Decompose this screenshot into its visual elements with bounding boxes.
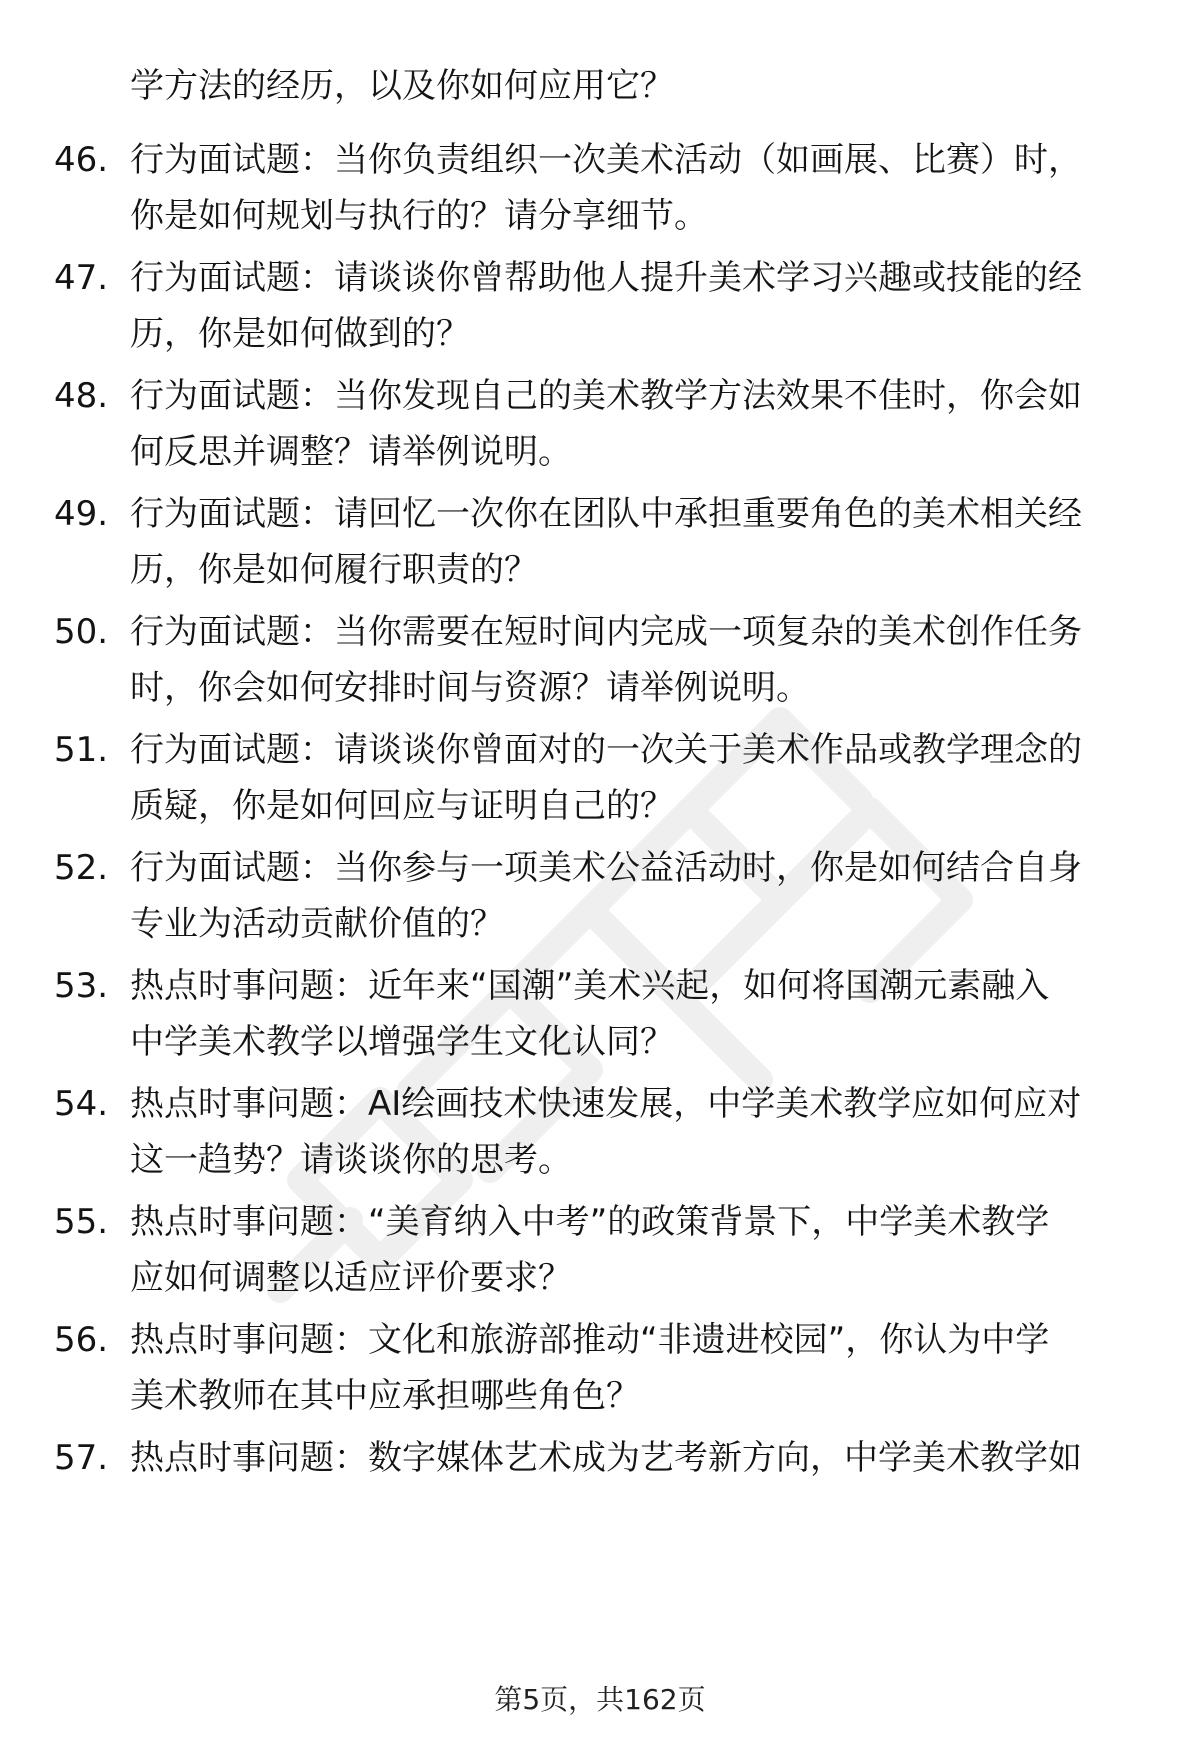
question-text-line: 何反思并调整？请举例说明。 <box>130 432 572 472</box>
question-text-line: 行为面试题：当你需要在短时间内完成一项复杂的美术创作任务 <box>130 612 1082 652</box>
question-text-line: 热点时事问题：AI绘画技术快速发展，中学美术教学应如何应对 <box>130 1084 1082 1124</box>
question-item <box>0 250 1200 362</box>
question-number: 55. <box>54 1202 109 1242</box>
question-text-line: 行为面试题：请谈谈你曾帮助他人提升美术学习兴趣或技能的经 <box>130 258 1082 298</box>
question-item <box>0 958 1200 1070</box>
question-text-line: 中学美术教学以增强学生文化认同？ <box>130 1022 674 1062</box>
question-text-line: 行为面试题：当你发现自己的美术教学方法效果不佳时，你会如 <box>130 376 1082 416</box>
question-item <box>0 486 1200 598</box>
continued-question-text: 学方法的经历，以及你如何应用它？ <box>130 66 674 106</box>
question-text-line: 质疑，你是如何回应与证明自己的？ <box>130 786 674 826</box>
question-text-line: 这一趋势？请谈谈你的思考。 <box>130 1140 572 1180</box>
question-number: 49. <box>54 494 109 534</box>
question-number: 51. <box>54 730 109 770</box>
question-text-line: 行为面试题：请回忆一次你在团队中承担重要角色的美术相关经 <box>130 494 1082 534</box>
question-number: 56. <box>54 1320 109 1360</box>
question-item <box>0 722 1200 834</box>
question-item <box>0 368 1200 480</box>
question-text-line: 行为面试题：当你负责组织一次美术活动（如画展、比赛）时， <box>130 140 1082 180</box>
question-text-line: 专业为活动贡献价值的？ <box>130 904 504 944</box>
question-text-line: 热点时事问题：数字媒体艺术成为艺考新方向，中学美术教学如 <box>130 1438 1082 1478</box>
question-item <box>0 1312 1200 1424</box>
question-item <box>0 1076 1200 1188</box>
question-number: 47. <box>54 258 109 298</box>
question-text-line: 历，你是如何履行职责的？ <box>130 550 538 590</box>
page-number-footer: 第5页，共162页 <box>494 1683 706 1716</box>
question-number: 48. <box>54 376 109 416</box>
question-number: 52. <box>54 848 109 888</box>
question-text-line: 热点时事问题：“美育纳入中考”的政策背景下，中学美术教学 <box>130 1202 1050 1242</box>
question-text-line: 行为面试题：当你参与一项美术公益活动时，你是如何结合自身 <box>130 848 1082 888</box>
question-number: 54. <box>54 1084 109 1124</box>
question-number: 50. <box>54 612 109 652</box>
question-item <box>0 132 1200 244</box>
question-text-line: 时，你会如何安排时间与资源？请举例说明。 <box>130 668 810 708</box>
question-text-line: 热点时事问题：近年来“国潮”美术兴起，如何将国潮元素融入 <box>130 966 1050 1006</box>
question-item <box>0 1430 1200 1542</box>
question-number: 53. <box>54 966 109 1006</box>
question-text-line: 历，你是如何做到的？ <box>130 314 470 354</box>
question-text-line: 你是如何规划与执行的？请分享细节。 <box>130 196 708 236</box>
question-item <box>0 604 1200 716</box>
question-item <box>0 840 1200 952</box>
question-number: 57. <box>54 1438 109 1478</box>
question-text-line: 美术教师在其中应承担哪些角色？ <box>130 1376 640 1416</box>
question-number: 46. <box>54 140 109 180</box>
question-item <box>0 1194 1200 1306</box>
question-text-line: 行为面试题：请谈谈你曾面对的一次关于美术作品或教学理念的 <box>130 730 1082 770</box>
question-text-line: 热点时事问题：文化和旅游部推动“非遗进校园”，你认为中学 <box>130 1320 1050 1360</box>
question-text-line: 应如何调整以适应评价要求？ <box>130 1258 572 1298</box>
